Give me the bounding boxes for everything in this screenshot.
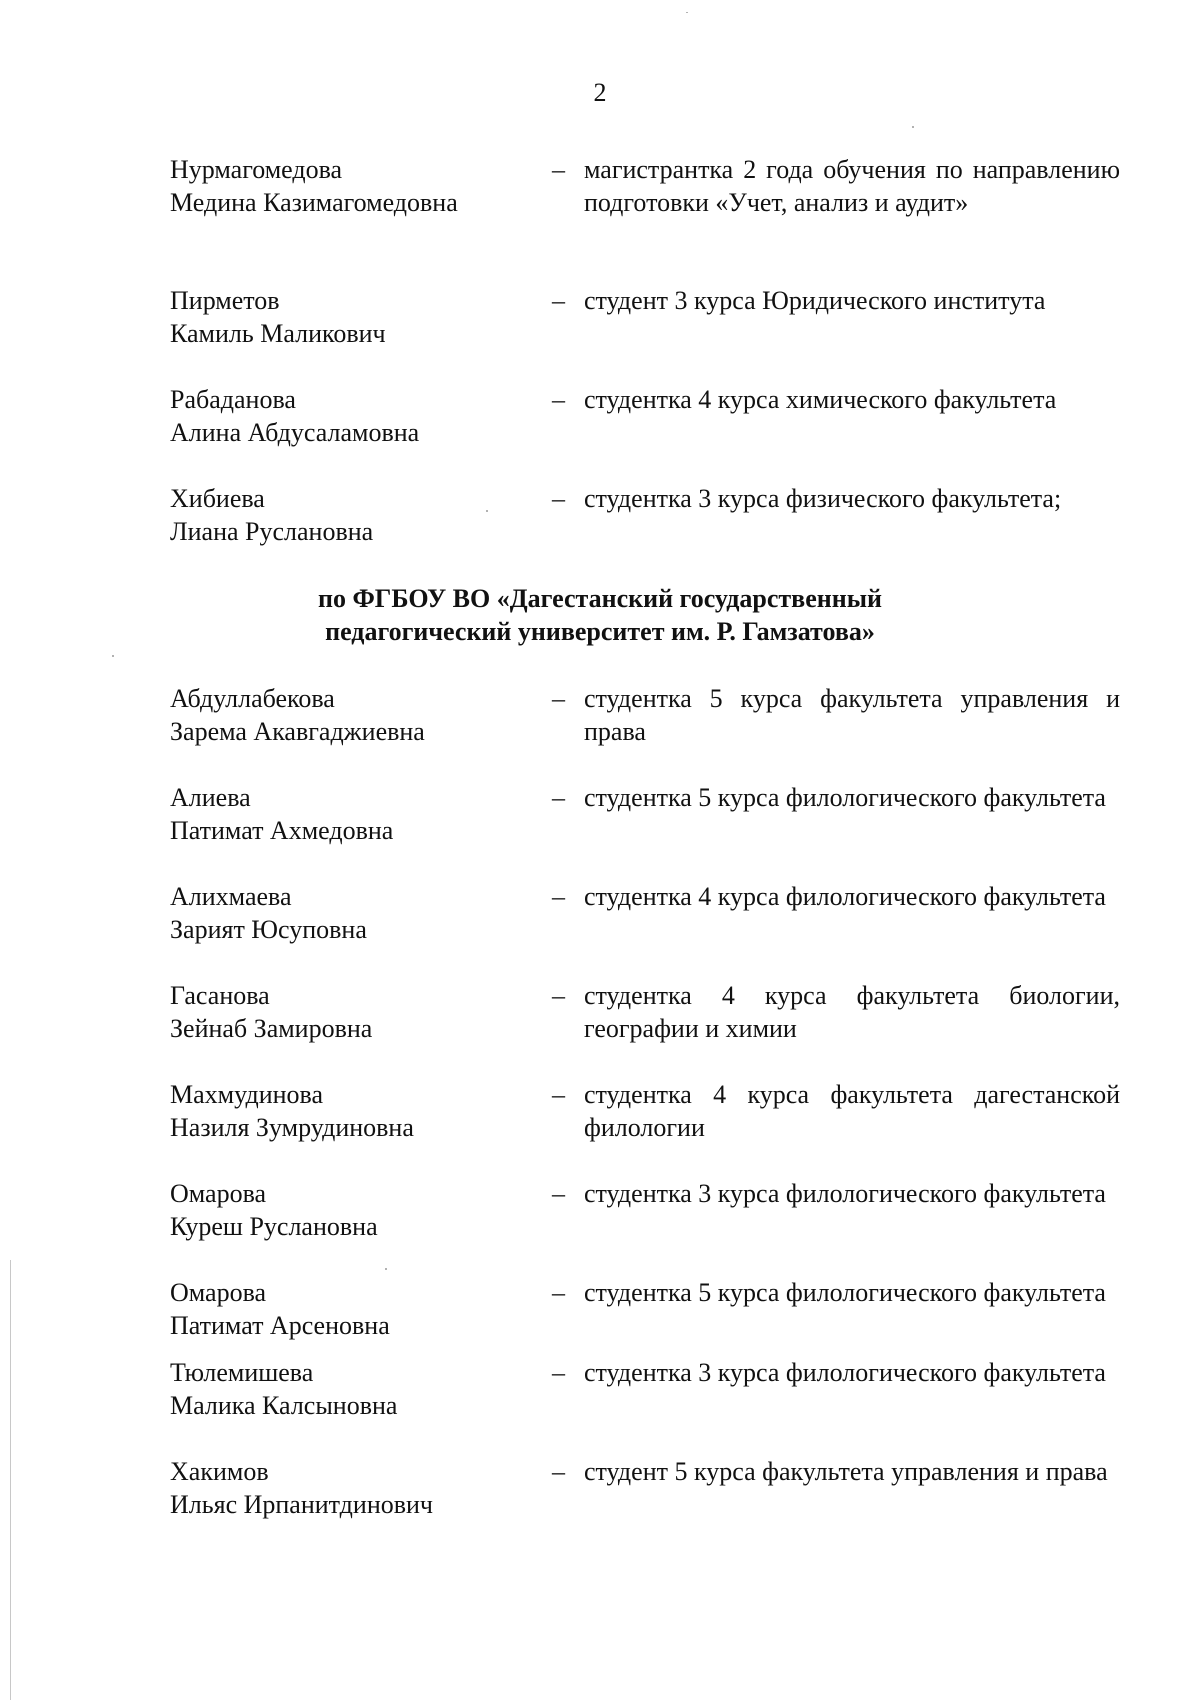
person-description: студентка 4 курса химического факультета	[584, 385, 1057, 414]
person-name	[170, 482, 530, 548]
person-description: студентка 4 курса факультета дагестанской филологии	[584, 1080, 1120, 1142]
scan-speck	[112, 655, 114, 657]
person-name	[170, 781, 530, 847]
person-given-name: Патимат Ахмедовна	[170, 816, 394, 845]
scan-speck	[385, 1268, 387, 1270]
person-surname: Хибиева	[170, 484, 265, 513]
person-surname: Алихмаева	[170, 882, 292, 911]
scan-speck	[686, 12, 688, 13]
entry-dash: –	[552, 286, 565, 315]
entry-dash: –	[552, 1457, 565, 1486]
person-surname: Пирметов	[170, 286, 280, 315]
person-surname: Тюлемишева	[170, 1358, 314, 1387]
person-surname: Омарова	[170, 1278, 267, 1307]
person-given-name: Камиль Маликович	[170, 319, 386, 348]
entry-dash: –	[552, 484, 565, 513]
person-given-name: Куреш Руслановна	[170, 1212, 378, 1241]
person-given-name: Лиана Руслановна	[170, 517, 374, 546]
entry-dash: –	[552, 783, 565, 812]
person-description: студентка 4 курса факультета биологии, географии и химии	[584, 981, 1120, 1043]
person-name	[170, 1276, 530, 1342]
person-description: магистрантка 2 года обучения по направлению подготовки «Учет, анализ и аудит»	[584, 155, 1120, 217]
person-description: студентка 5 курса филологического факультета	[584, 783, 1106, 812]
person-name	[170, 1078, 530, 1144]
entry-dash: –	[552, 385, 565, 414]
person-given-name: Зарият Юсуповна	[170, 915, 367, 944]
person-given-name: Алина Абдусаламовна	[170, 418, 420, 447]
entry-dash: –	[552, 1278, 565, 1307]
person-surname: Омарова	[170, 1179, 267, 1208]
person-given-name: Малика Калсыновна	[170, 1391, 398, 1420]
person-name	[170, 1177, 530, 1243]
person-description: студентка 5 курса филологического факультета	[584, 1278, 1106, 1307]
entry-dash: –	[552, 1080, 565, 1109]
scan-edge-line	[10, 1260, 11, 1700]
page-number: 2	[593, 78, 607, 107]
person-given-name: Назиля Зумрудиновна	[170, 1113, 414, 1142]
person-description: студентка 5 курса факультета управления и права	[584, 684, 1120, 746]
person-description: студентка 3 курса филологического факультета	[584, 1358, 1106, 1387]
person-surname: Алиева	[170, 783, 251, 812]
section-heading-line: педагогический университет им. Р. Гамзатова»	[325, 617, 875, 646]
person-given-name: Зарема Акавгаджиевна	[170, 717, 425, 746]
entry-dash: –	[552, 155, 565, 184]
person-name	[170, 1455, 530, 1521]
person-surname: Рабаданова	[170, 385, 296, 414]
entry-dash: –	[552, 684, 565, 713]
entry-dash: –	[552, 981, 565, 1010]
scan-speck	[486, 510, 488, 512]
person-surname: Гасанова	[170, 981, 270, 1010]
entry-dash: –	[552, 882, 565, 911]
person-name	[170, 880, 530, 946]
person-name	[170, 383, 530, 449]
person-description: студентка 3 курса физического факультета;	[584, 484, 1062, 513]
person-surname: Абдуллабекова	[170, 684, 335, 713]
person-description: студентка 4 курса филологического факультета	[584, 882, 1106, 911]
entry-dash: –	[552, 1179, 565, 1208]
person-given-name: Ильяс Ирпанитдинович	[170, 1490, 434, 1519]
scan-speck	[912, 126, 914, 128]
section-heading-line: по ФГБОУ ВО «Дагестанский государственный	[317, 584, 883, 613]
person-description: студентка 3 курса филологического факультета	[584, 1179, 1106, 1208]
person-name	[170, 979, 530, 1045]
person-surname: Хакимов	[170, 1457, 269, 1486]
section-heading	[0, 582, 1200, 648]
person-name	[170, 153, 530, 219]
entry-dash: –	[552, 1358, 565, 1387]
person-surname: Махмудинова	[170, 1080, 324, 1109]
person-given-name: Патимат Арсеновна	[170, 1311, 390, 1340]
person-description: студент 3 курса Юридического института	[584, 286, 1046, 315]
person-given-name: Медина Казимагомедовна	[170, 188, 458, 217]
person-surname: Нурмагомедова	[170, 155, 343, 184]
person-name	[170, 284, 530, 350]
person-given-name: Зейнаб Замировна	[170, 1014, 373, 1043]
person-name	[170, 1356, 530, 1422]
person-name	[170, 682, 530, 748]
person-description: студент 5 курса факультета управления и права	[584, 1457, 1108, 1486]
